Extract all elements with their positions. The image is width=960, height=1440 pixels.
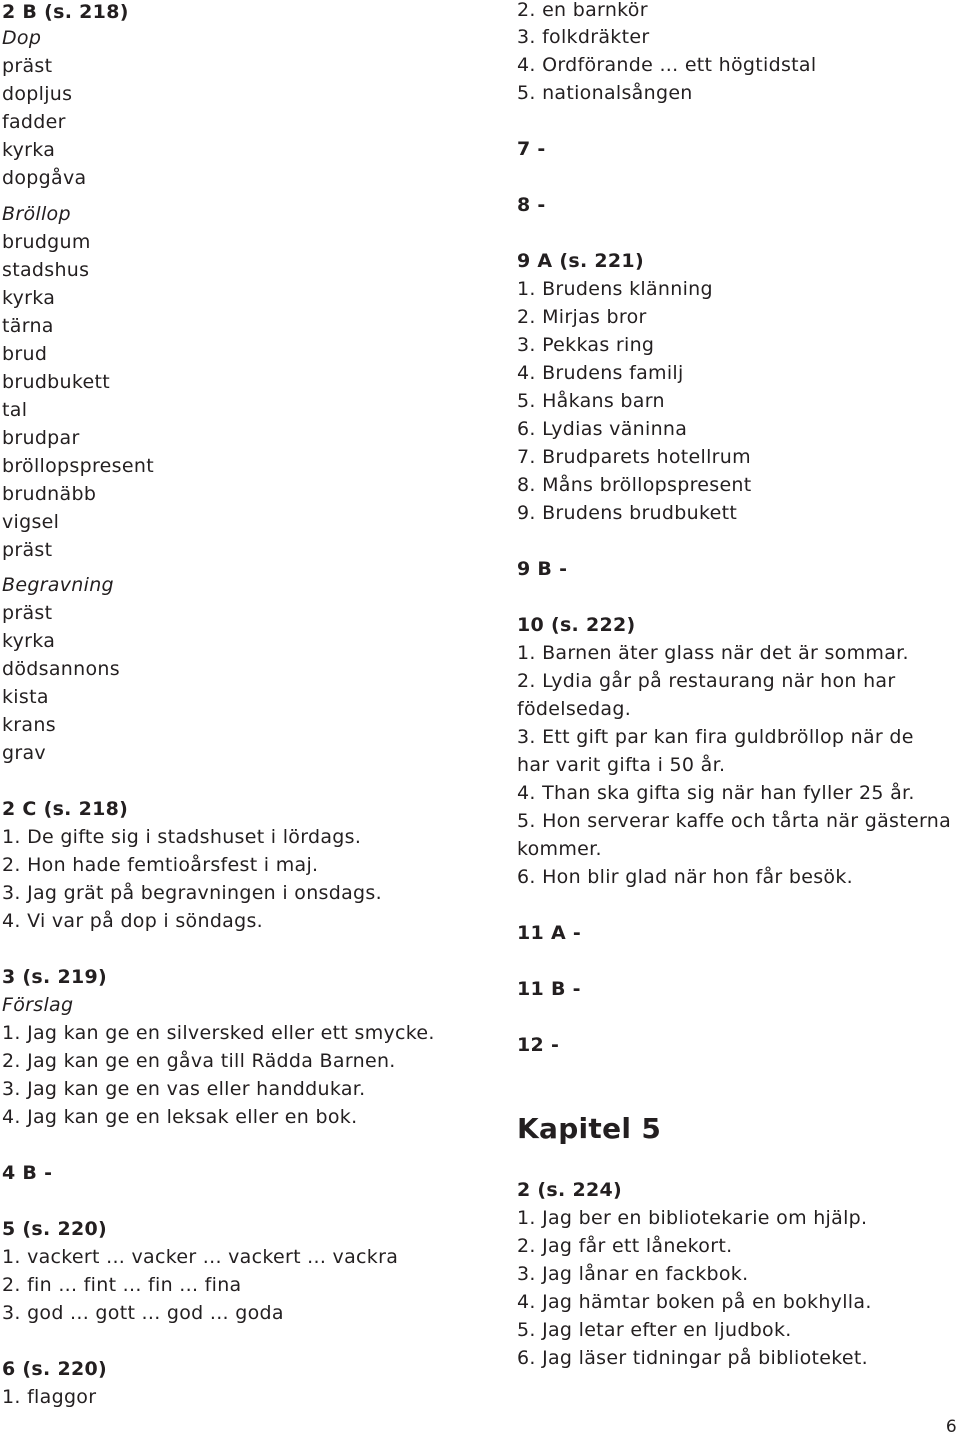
subheading-forslag: Förslag (2, 994, 74, 1016)
page-number: 6 (945, 1417, 957, 1437)
text-line-prast: präst (2, 539, 53, 561)
text-line-4-than-ska-gifta-sig-nar-han-fyller-25-a: 4. Than ska gifta sig när han fyller 25 år. (517, 782, 915, 804)
text-line-6-lydias-vaninna: 6. Lydias väninna (517, 418, 688, 440)
text-line-dopgava: dopgåva (2, 167, 87, 189)
text-line-3-folkdrakter: 3. folkdräkter (517, 26, 650, 48)
exercise-heading-2-b-s-218: 2 B (s. 218) (2, 1, 129, 23)
exercise-heading-11-b: 11 B - (517, 978, 581, 1000)
text-line-tal: tal (2, 399, 28, 421)
text-line-brudgum: brudgum (2, 231, 91, 253)
text-line-kyrka: kyrka (2, 139, 56, 161)
text-line-1-flaggor: 1. flaggor (2, 1386, 97, 1408)
text-line-1-jag-ber-en-bibliotekarie-om-hjalp: 1. Jag ber en bibliotekarie om hjälp. (517, 1207, 868, 1229)
text-line-3-jag-kan-ge-en-vas-eller-handdukar: 3. Jag kan ge en vas eller handdukar. (2, 1078, 366, 1100)
text-line-brudpar: brudpar (2, 427, 80, 449)
text-line-5-hon-serverar-kaffe-och-tarta-nar-gaste: 5. Hon serverar kaffe och tårta när gästerna (517, 810, 952, 832)
text-line-brudbukett: brudbukett (2, 371, 110, 393)
exercise-heading-2-c-s-218: 2 C (s. 218) (2, 798, 129, 820)
text-line-2-fin-fint-fin-fina: 2. fin ... fint ... fin ... fina (2, 1274, 242, 1296)
text-line-1-de-gifte-sig-i-stadshuset-i-lordags: 1. De gifte sig i stadshuset i lördags. (2, 826, 362, 848)
exercise-heading-9-b: 9 B - (517, 558, 568, 580)
text-line-9-brudens-brudbukett: 9. Brudens brudbukett (517, 502, 738, 524)
text-line-6-hon-blir-glad-nar-hon-far-besok: 6. Hon blir glad när hon får besök. (517, 866, 853, 888)
text-line-2-hon-hade-femtioarsfest-i-maj: 2. Hon hade femtioårsfest i maj. (2, 854, 319, 876)
text-line-kista: kista (2, 686, 49, 708)
exercise-heading-2-s-224: 2 (s. 224) (517, 1179, 623, 1201)
text-line-2-jag-far-ett-lanekort: 2. Jag får ett lånekort. (517, 1235, 733, 1257)
exercise-heading-10-s-222: 10 (s. 222) (517, 614, 636, 636)
text-line-prast: präst (2, 55, 53, 77)
text-line-6-jag-laser-tidningar-pa-biblioteket: 6. Jag läser tidningar på biblioteket. (517, 1347, 868, 1369)
text-line-1-vackert-vacker-vackert-vackra: 1. vackert ... vacker ... vackert ... vackra (2, 1246, 399, 1268)
exercise-heading-4-b: 4 B - (2, 1162, 53, 1184)
text-line-3-ett-gift-par-kan-fira-guldbrollop-nar-: 3. Ett gift par kan fira guldbröllop när de (517, 726, 914, 748)
exercise-heading-11-a: 11 A - (517, 922, 582, 944)
subheading-begravning: Begravning (2, 574, 114, 596)
text-line-2-lydia-gar-pa-restaurang-nar-hon-har: 2. Lydia går på restaurang när hon har (517, 670, 896, 692)
text-line-3-jag-lanar-en-fackbok: 3. Jag lånar en fackbok. (517, 1263, 749, 1285)
text-line-4-ordforande-ett-hogtidstal: 4. Ordförande ... ett högtidstal (517, 54, 817, 76)
text-line-2-jag-kan-ge-en-gava-till-radda-barnen: 2. Jag kan ge en gåva till Rädda Barnen. (2, 1050, 396, 1072)
text-line-grav: grav (2, 742, 46, 764)
text-line-vigsel: vigsel (2, 511, 60, 533)
text-line-4-jag-hamtar-boken-pa-en-bokhylla: 4. Jag hämtar boken på en bokhylla. (517, 1291, 872, 1313)
text-line-brudnabb: brudnäbb (2, 483, 97, 505)
text-line-3-god-gott-god-goda: 3. god ... gott ... god ... goda (2, 1302, 284, 1324)
text-line-4-jag-kan-ge-en-leksak-eller-en-bok: 4. Jag kan ge en leksak eller en bok. (2, 1106, 358, 1128)
text-line-har-varit-gifta-i-50-ar: har varit gifta i 50 år. (517, 754, 726, 776)
text-line-dopljus: dopljus (2, 83, 73, 105)
exercise-heading-6-s-220: 6 (s. 220) (2, 1358, 108, 1380)
text-line-4-brudens-familj: 4. Brudens familj (517, 362, 684, 384)
text-line-2-mirjas-bror: 2. Mirjas bror (517, 306, 647, 328)
subheading-brollop: Bröllop (2, 203, 71, 225)
text-line-3-jag-grat-pa-begravningen-i-onsdags: 3. Jag grät på begravningen i onsdags. (2, 882, 382, 904)
text-line-kyrka: kyrka (2, 287, 56, 309)
text-line-fadder: fadder (2, 111, 66, 133)
exercise-heading-8: 8 - (517, 194, 546, 216)
exercise-heading-7: 7 - (517, 138, 546, 160)
text-line-1-jag-kan-ge-en-silversked-eller-ett-smy: 1. Jag kan ge en silversked eller ett smycke. (2, 1022, 435, 1044)
text-line-5-hakans-barn: 5. Håkans barn (517, 390, 665, 412)
text-line-fodelsedag: födelsedag. (517, 698, 632, 720)
text-line-kommer: kommer. (517, 838, 602, 860)
chapter-heading-kapitel-5: Kapitel 5 (517, 1112, 662, 1145)
text-line-1-barnen-ater-glass-nar-det-ar-sommar: 1. Barnen äter glass när det är sommar. (517, 642, 909, 664)
text-line-4-vi-var-pa-dop-i-sondags: 4. Vi var på dop i söndags. (2, 910, 264, 932)
text-line-5-jag-letar-efter-en-ljudbok: 5. Jag letar efter en ljudbok. (517, 1319, 792, 1341)
text-line-stadshus: stadshus (2, 259, 90, 281)
exercise-heading-9-a-s-221: 9 A (s. 221) (517, 250, 644, 272)
exercise-heading-5-s-220: 5 (s. 220) (2, 1218, 108, 1240)
text-line-brud: brud (2, 343, 48, 365)
text-line-krans: krans (2, 714, 56, 736)
text-line-brollopspresent: bröllopspresent (2, 455, 154, 477)
text-line-5-nationalsangen: 5. nationalsången (517, 82, 693, 104)
text-line-kyrka: kyrka (2, 630, 56, 652)
text-line-dodsannons: dödsannons (2, 658, 120, 680)
exercise-heading-3-s-219: 3 (s. 219) (2, 966, 108, 988)
text-line-2-en-barnkor: 2. en barnkör (517, 0, 648, 21)
text-line-7-brudparets-hotellrum: 7. Brudparets hotellrum (517, 446, 751, 468)
text-line-8-mans-brollopspresent: 8. Måns bröllopspresent (517, 474, 752, 496)
subheading-dop: Dop (2, 27, 42, 49)
text-line-prast: präst (2, 602, 53, 624)
text-line-3-pekkas-ring: 3. Pekkas ring (517, 334, 655, 356)
exercise-heading-12: 12 - (517, 1034, 560, 1056)
text-line-1-brudens-klanning: 1. Brudens klänning (517, 278, 713, 300)
text-line-tarna: tärna (2, 315, 54, 337)
